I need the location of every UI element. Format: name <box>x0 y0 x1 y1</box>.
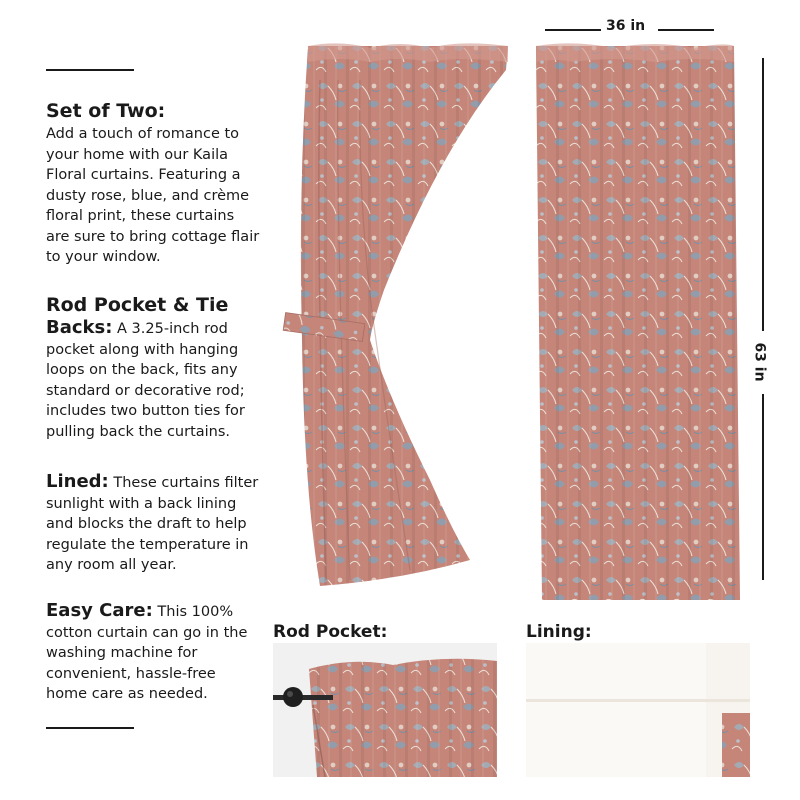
feature-title: Rod Pocket & Tie <box>46 294 229 316</box>
width-dimension-label: 36 in <box>606 18 646 34</box>
lining-label: Lining: <box>526 622 592 642</box>
width-dimension-line-left <box>545 29 601 31</box>
feature-body-wrapper <box>46 472 261 576</box>
feature-body: Add a touch of romance to your home with our Kaila Floral curtains. Featuring a dusty rose, blue, and crème floral print, these curtains are sure to bring cottage flair to your window. <box>46 126 260 265</box>
feature-title-continued: Backs: <box>46 317 113 338</box>
feature-body-wrapper <box>46 318 261 442</box>
height-dimension-line-top <box>762 58 764 331</box>
feature-rod-pocket <box>46 292 261 442</box>
feature-set-of-two <box>46 98 261 268</box>
lining-detail-image <box>526 643 750 777</box>
feature-easy-care <box>46 601 261 705</box>
height-dimension-label: 63 in <box>751 342 768 382</box>
height-dimension-line-bottom <box>762 394 764 580</box>
rod-pocket-detail-image <box>273 643 497 777</box>
feature-lined <box>46 472 261 576</box>
curtain-tied-back-image <box>280 40 512 600</box>
bottom-divider <box>46 727 134 729</box>
feature-body-wrapper <box>46 601 261 705</box>
top-divider <box>46 69 134 71</box>
feature-title: Easy Care: <box>46 600 153 621</box>
feature-body: These curtains filter sunlight with a back lining and blocks the draft to help regulate the temperature in any room all year. <box>46 475 259 573</box>
feature-body: A 3.25-inch rod pocket along with hanging loops on the back, fits any standard or decorative rod; includes two button ties for pulling back the curtains. <box>46 321 245 440</box>
curtain-straight-image <box>534 40 746 604</box>
width-dimension-line-right <box>658 29 714 31</box>
feature-title: Lined: <box>46 471 109 492</box>
feature-title: Set of Two: <box>46 100 166 122</box>
feature-body: This 100% cotton curtain can go in the washing machine for convenient, hassle-free home care as needed. <box>46 604 248 702</box>
rod-pocket-label: Rod Pocket: <box>273 622 388 642</box>
